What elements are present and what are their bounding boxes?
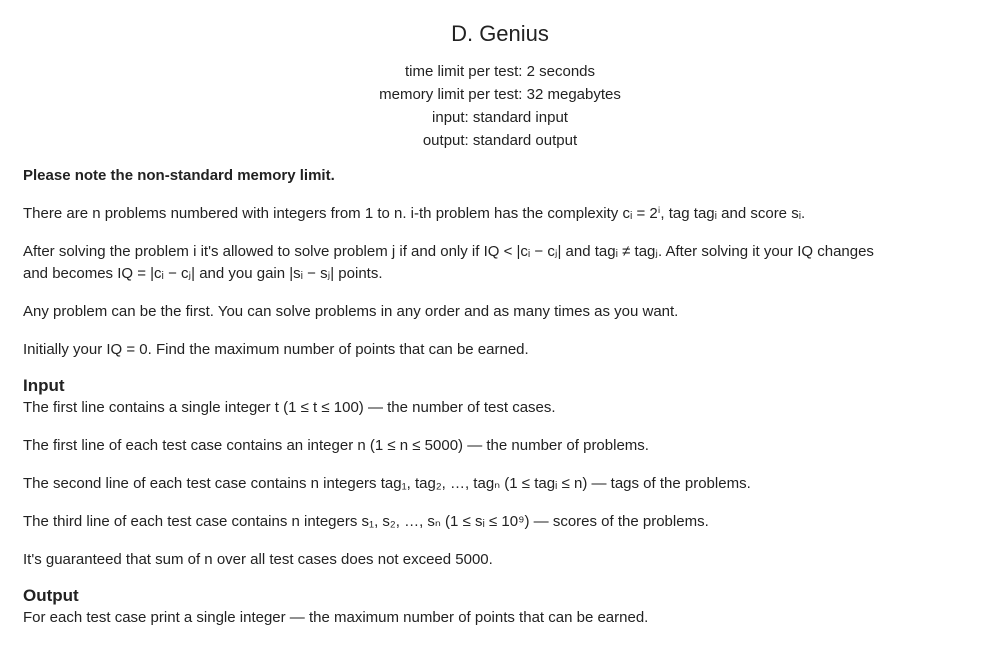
memory-note: Please note the non-standard memory limit. — [23, 167, 335, 184]
input-line-3: The second line of each test case contains n integers tag₁, tag₂, …, tagₙ (1 ≤ tagᵢ ≤ n) — tags of the problems. — [23, 475, 751, 492]
input-spec: input: standard input — [432, 109, 568, 126]
output-spec: output: standard output — [422, 132, 578, 149]
problem-header — [0, 18, 1000, 152]
input-line-2: The first line of each test case contains an integer n (1 ≤ n ≤ 5000) — the number of problems. — [23, 437, 649, 454]
problem-statement — [23, 165, 988, 629]
problem-title: D. Genius — [451, 21, 549, 46]
statement-paragraph-3: Any problem can be the first. You can solve problems in any order and as many times as you want. — [23, 303, 679, 320]
input-line-5: It's guaranteed that sum of n over all test cases does not exceed 5000. — [23, 551, 493, 568]
output-line-1: For each test case print a single integer — the maximum number of points that can be earned. — [23, 609, 649, 626]
statement-paragraph-1: There are n problems numbered with integers from 1 to n. i-th problem has the complexity cᵢ = 2ⁱ, tag tagᵢ and score sᵢ. — [23, 205, 806, 222]
statement-paragraph-2b: and becomes IQ = |cᵢ − cⱼ| and you gain |sᵢ − sⱼ| points. — [23, 265, 383, 282]
memory-limit: memory limit per test: 32 megabytes — [379, 86, 621, 103]
time-limit: time limit per test: 2 seconds — [404, 63, 596, 80]
statement-paragraph-2a: After solving the problem i it's allowed to solve problem j if and only if IQ < |cᵢ − cⱼ| and tagᵢ ≠ tagⱼ. After solving it your IQ changes — [23, 243, 874, 260]
output-heading: Output — [23, 586, 79, 605]
statement-paragraph-4: Initially your IQ = 0. Find the maximum number of points that can be earned. — [23, 341, 529, 358]
input-line-1: The first line contains a single integer t (1 ≤ t ≤ 100) — the number of test cases. — [23, 399, 556, 416]
input-line-4: The third line of each test case contains n integers s₁, s₂, …, sₙ (1 ≤ sᵢ ≤ 10⁹) — scores of the problems. — [23, 513, 709, 530]
input-heading: Input — [23, 376, 65, 395]
